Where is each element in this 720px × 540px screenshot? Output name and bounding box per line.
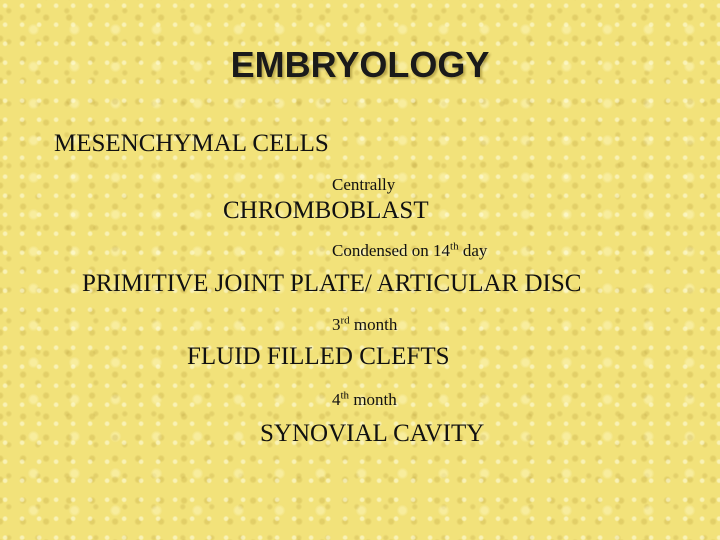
superscript: th bbox=[340, 389, 350, 402]
step-fluid-filled-clefts: FLUID FILLED CLEFTS bbox=[187, 343, 450, 370]
transition-4th-month bbox=[332, 390, 397, 410]
transition-centrally: Centrally bbox=[332, 175, 396, 194]
step-chromboblast: CHROMBOBLAST bbox=[223, 197, 429, 224]
transition-condensed-14th-day bbox=[332, 241, 487, 261]
transition-text: Condensed on 14 bbox=[332, 241, 451, 260]
superscript: rd bbox=[340, 314, 350, 327]
superscript: th bbox=[450, 240, 459, 253]
transition-3rd-month bbox=[332, 315, 397, 335]
slide-title: EMBRYOLOGY bbox=[230, 44, 490, 85]
transition-text: month bbox=[349, 390, 397, 409]
transition-text: day bbox=[458, 241, 488, 260]
step-mesenchymal-cells: MESENCHYMAL CELLS bbox=[54, 130, 329, 157]
transition-text: 4 bbox=[332, 390, 341, 409]
transition-text: month bbox=[349, 315, 398, 334]
transition-text: 3 bbox=[332, 315, 341, 334]
step-synovial-cavity: SYNOVIAL CAVITY bbox=[260, 420, 485, 447]
step-primitive-joint-plate: PRIMITIVE JOINT PLATE/ ARTICULAR DISC bbox=[82, 270, 582, 297]
